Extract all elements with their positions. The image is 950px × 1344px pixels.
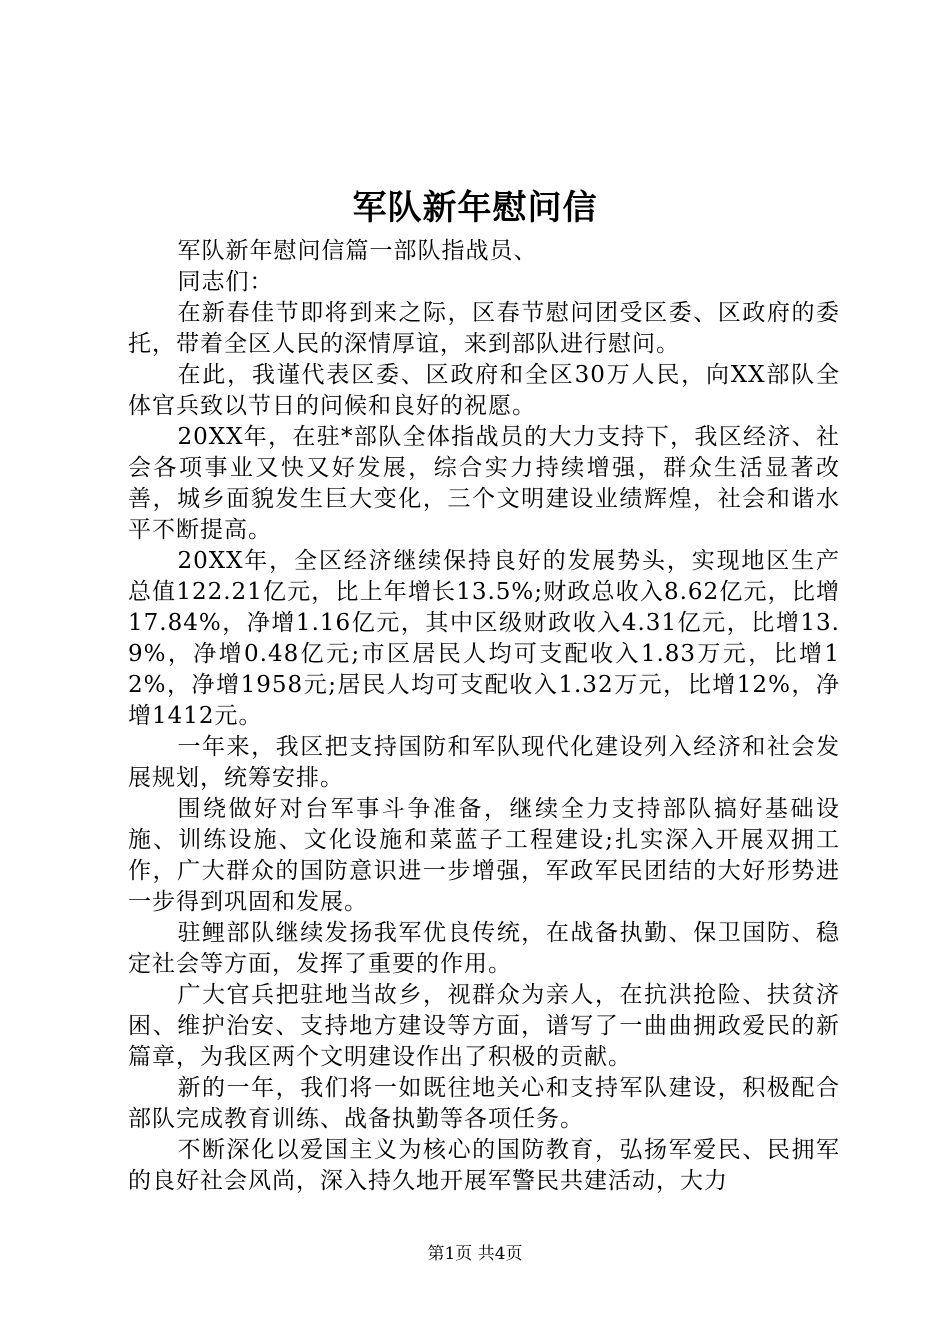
- paragraph: 军队新年慰问信篇一部队指战员、: [177, 238, 538, 264]
- paragraph: 20XX年，在驻*部队全体指战员的大力支持下，我区经济、社会各项事业又快又好发展，综合实力持续增强，群众生活显著改善，城乡面貌发生巨大变化，三个文明建设业绩辉煌，社会和谐水平不断提高。: [128, 424, 840, 543]
- paragraph: 在新春佳节即将到来之际，区春节慰问团受区委、区政府的委托，带着全区人民的深情厚谊，来到部队进行慰问。: [128, 300, 840, 357]
- paragraph: 广大官兵把驻地当故乡，视群众为亲人，在抗洪抢险、扶贫济困、维护治安、支持地方建设等方面，谱写了一曲曲拥政爱民的新篇章，为我区两个文明建设作出了积极的贡献。: [128, 982, 840, 1070]
- paragraph: 新的一年，我们将一如既往地关心和支持军队建设，积极配合部队完成教育训练、战备执勤等各项任务。: [128, 1075, 840, 1132]
- paragraph: 一年来，我区把支持国防和军队现代化建设列入经济和社会发展规划，统筹安排。: [128, 734, 840, 791]
- paragraph: 20XX年，全区经济继续保持良好的发展势头，实现地区生产总值122.21亿元，比上年增长13.5%;财政总收入8.62亿元，比增17.84%，净增1.16亿元，其中区级财政收入4.31亿元，比增13.9%，净增0.48亿元;市区居民人均可支配收入1.83万元，比增12%，净增1958元;居民人均可支配收入1.32万元，比增12%，净增1412元。: [128, 548, 840, 729]
- paragraph: 驻鲤部队继续发扬我军优良传统，在战备执勤、保卫国防、稳定社会等方面，发挥了重要的作用。: [128, 920, 840, 977]
- document-body: [128, 236, 840, 1197]
- paragraph: 围绕做好对台军事斗争准备，继续全力支持部队搞好基础设施、训练设施、文化设施和菜蓝子工程建设;扎实深入开展双拥工作，广大群众的国防意识进一步增强，军政军民团结的大好形势进一步得到巩固和发展。: [128, 796, 840, 915]
- document-title: 军队新年慰问信: [352, 188, 598, 228]
- page-number-footer: 第1页 共4页: [427, 1244, 523, 1264]
- paragraph: 不断深化以爱国主义为核心的国防教育，弘扬军爱民、民拥军的良好社会风尚，深入持久地开展军警民共建活动，大力: [128, 1137, 840, 1194]
- paragraph: 同志们：: [177, 269, 274, 295]
- paragraph: 在此，我谨代表区委、区政府和全区30万人民，向XX部队全体官兵致以节日的问候和良好的祝愿。: [128, 362, 840, 419]
